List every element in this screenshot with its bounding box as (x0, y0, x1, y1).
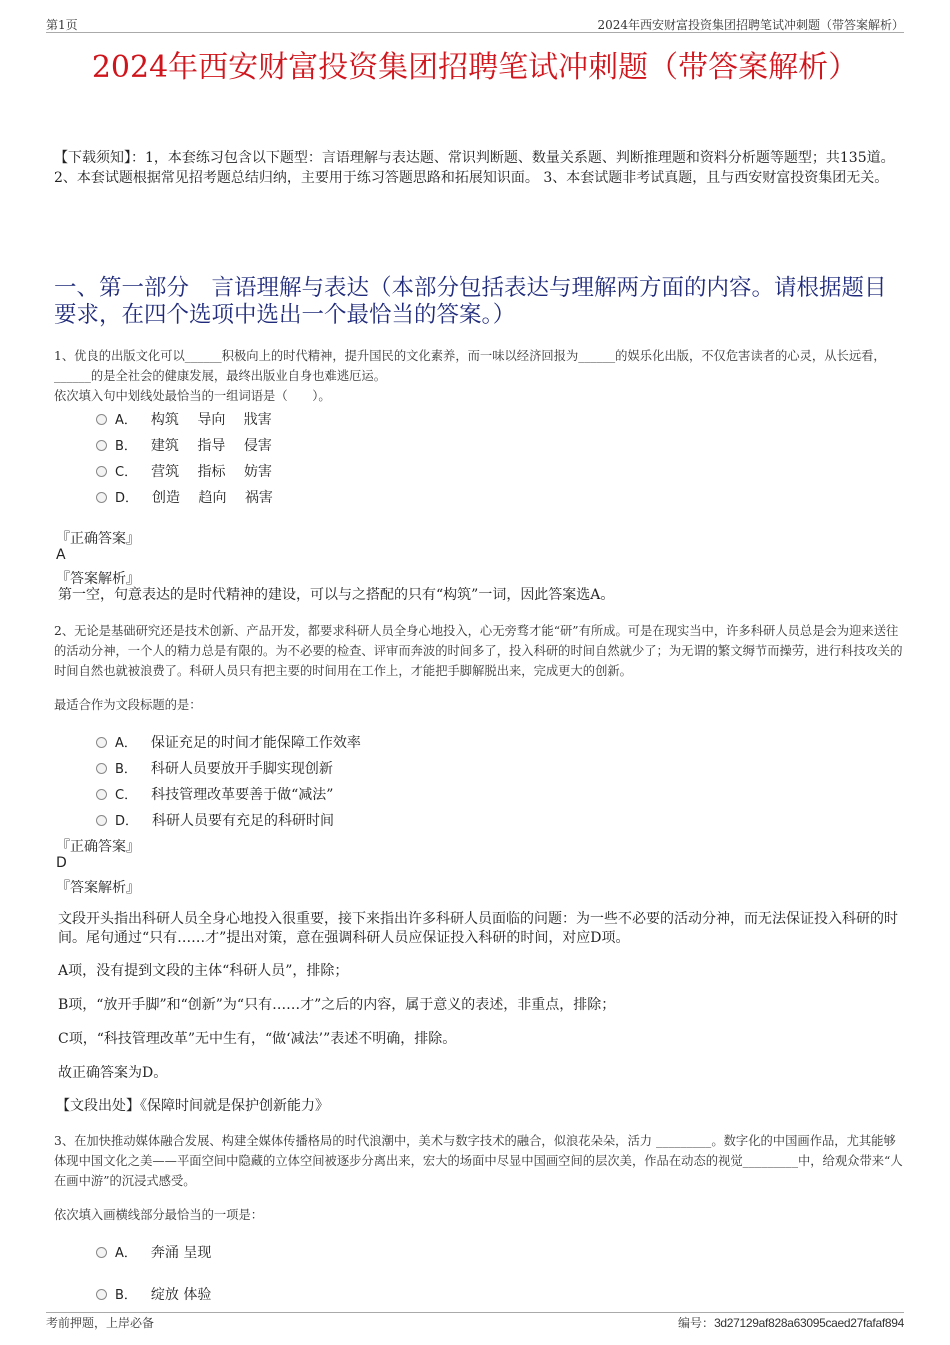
q1-option-b[interactable]: B． 建筑 指导 侵害 (96, 435, 272, 455)
q1-analysis-label: 『答案解析』 (56, 571, 140, 587)
radio-icon[interactable] (96, 492, 107, 503)
q1-answer-label: 『正确答案』 (56, 531, 140, 547)
radio-icon[interactable] (96, 440, 107, 451)
footer-rule (46, 1312, 904, 1313)
footer-slogan: 考前押题，上岸必备 (46, 1316, 155, 1330)
q2-analysis-c: C项，“科技管理改革”无中生有，“做‘减法’”表述不明确，排除。 (58, 1031, 457, 1047)
footer-serial: 编号：3d27129af828a63095caed27fafaf894 (678, 1316, 904, 1330)
question-1-stem: 1、优良的出版文化可以______积极向上的时代精神，提升国民的文化素养，而一味以经济回报为______的娱乐化出版，不仅危害读者的心灵，从长远看，______的是全社会的健康发展，最终出版业自身也难逃厄运。 (54, 349, 886, 383)
q2-conclusion: 故正确答案为D。 (58, 1065, 168, 1081)
question-2-prompt: 最适合作为文段标题的是： (54, 698, 202, 712)
page-number: 第1页 (46, 18, 78, 32)
radio-icon[interactable] (96, 466, 107, 477)
question-3-prompt: 依次填入画横线部分最恰当的一项是： (54, 1208, 264, 1222)
q2-answer: D (56, 855, 67, 871)
download-notice: 【下载须知】：1，本套练习包含以下题型：言语理解与表达题、常识判断题、数量关系题、判断推理题和资料分析题等题型；共135道。 2、本套试题根据常见招考题总结归纳，主要用于练习答题思路和拓展知识面。 3、本套试题非考试真题，且与西安财富投资集团无关。 (54, 150, 895, 186)
radio-icon[interactable] (96, 414, 107, 425)
q1-answer: A (56, 547, 66, 563)
radio-icon[interactable] (96, 737, 107, 748)
radio-icon[interactable] (96, 1247, 107, 1258)
q1-option-c[interactable]: C． 营筑 指标 妨害 (96, 461, 272, 481)
q3-option-b[interactable]: B． 绽放 体验 (96, 1284, 211, 1304)
q1-analysis: 第一空，句意表达的是时代精神的建设，可以与之搭配的只有“构筑”一词，因此答案选A。 (58, 587, 615, 603)
question-2-stem: 2、无论是基础研究还是技术创新、产品开发，都要求科研人员全身心地投入，心无旁骛才能“研”有所成。可是在现实当中，许多科研人员总是会为迎来送往的活动分神，一个人的精力总是有限的。为不必要的检查、评审而奔波的时间多了，投入科研的时间自然就少了；为无谓的繁文缛节而操劳，进行科技攻关的时间自然也就被浪费了。科研人员只有把主要的时间用在工作上，才能把手脚解脱出来，完成更大的创新。 (54, 624, 903, 678)
q2-analysis-a: A项，没有提到文段的主体“科研人员”，排除； (58, 963, 349, 979)
q2-analysis-label: 『答案解析』 (56, 880, 140, 896)
q2-analysis-b: B项，“放开手脚”和“创新”为“只有……才”之后的内容，属于意义的表述，非重点，排除； (58, 997, 616, 1013)
q2-option-a[interactable]: A． 保证充足的时间才能保障工作效率 (96, 732, 361, 752)
q1-option-a[interactable]: A． 构筑 导向 戕害 (96, 409, 272, 429)
page-title: 2024年西安财富投资集团招聘笔试冲刺题（带答案解析） (91, 50, 859, 85)
header-doc-title: 2024年西安财富投资集团招聘笔试冲刺题（带答案解析） (597, 18, 904, 32)
q2-analysis-main: 文段开头指出科研人员全身心地投入很重要，接下来指出许多科研人员面临的问题：为一些不必要的活动分神，而无法保证投入科研的时间。尾句通过“只有……才”提出对策，意在强调科研人员应保证投入科研的时间，对应D项。 (58, 911, 898, 946)
q2-source: 【文段出处】《保障时间就是保护创新能力》 (56, 1098, 329, 1114)
question-1-prompt: 依次填入句中划线处最恰当的一组词语是（ ）。 (54, 389, 331, 403)
header-rule (46, 32, 904, 33)
section-heading: 一、第一部分 言语理解与表达（本部分包括表达与理解两方面的内容。请根据题目要求，在四个选项中选出一个最恰当的答案。） (54, 275, 887, 328)
radio-icon[interactable] (96, 815, 107, 826)
radio-icon[interactable] (96, 1289, 107, 1300)
q2-option-c[interactable]: C． 科技管理改革要善于做“减法” (96, 784, 333, 804)
question-3-stem: 3、在加快推动媒体融合发展、构建全媒体传播格局的时代浪潮中，美术与数字技术的融合，似浪花朵朵，活力 _________。数字化的中国画作品，尤其能够体现中国文化之美——平面空间中隐藏的立体空间被逐步分离出来，宏大的场面中尽显中国画空间的层次美，作品在动态的视觉_________中，给观众带来“人在画中游”的沉浸式感受。 (54, 1134, 903, 1188)
q2-option-d[interactable]: D． 科研人员要有充足的科研时间 (96, 810, 334, 830)
q1-option-d[interactable]: D． 创造 趋向 祸害 (96, 487, 273, 507)
q3-option-a[interactable]: A． 奔涌 呈现 (96, 1242, 211, 1262)
radio-icon[interactable] (96, 763, 107, 774)
q2-option-b[interactable]: B． 科研人员要放开手脚实现创新 (96, 758, 333, 778)
q2-answer-label: 『正确答案』 (56, 839, 140, 855)
radio-icon[interactable] (96, 789, 107, 800)
